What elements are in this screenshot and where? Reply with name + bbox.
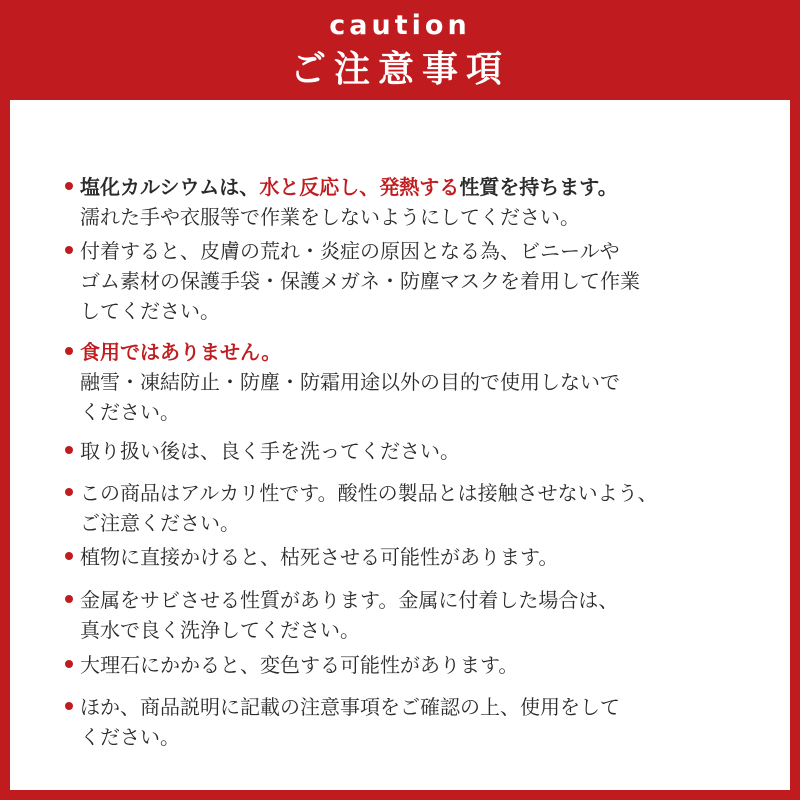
item-9-line-1: ほか、商品説明に記載の注意事項をご確認の上、使用をして (80, 695, 620, 719)
item-1-line-1 (80, 172, 760, 202)
caution-header (0, 0, 800, 100)
header-title: ご注意事項 (289, 49, 510, 90)
bullet-dot-icon (65, 182, 73, 190)
caution-item-4 (80, 436, 760, 466)
caution-item-2 (80, 236, 760, 326)
item-5-line-1: この商品はアルカリ性です。酸性の製品とは接触させないよう、 (80, 481, 658, 505)
caution-item-6 (80, 542, 760, 572)
item-2-line-1: 付着すると、皮膚の荒れ・炎症の原因となる為、ビニールや (80, 239, 620, 263)
bullet-dot-icon (65, 660, 73, 668)
bullet-dot-icon (65, 702, 73, 710)
bullet-dot-icon (65, 595, 73, 603)
caution-list (10, 100, 790, 790)
bullet-dot-icon (65, 488, 73, 496)
item-1-text-d: 性質を持ちます。 (459, 175, 618, 199)
caution-item-3 (80, 337, 760, 427)
item-2-line-2: ゴム素材の保護手袋・保護メガネ・防塵マスクを着用して作業 (80, 269, 640, 293)
item-7-line-1: 金属をサビさせる性質があります。金属に付着した場合は、 (80, 588, 619, 612)
item-4-line-1: 取り扱い後は、良く手を洗ってください。 (80, 439, 460, 463)
caution-item-1 (80, 172, 760, 232)
item-9-line-2: ください。 (80, 725, 180, 749)
item-1-text-a: 塩化カルシウムは、 (80, 175, 260, 199)
bullet-dot-icon (65, 246, 73, 254)
caution-item-9 (80, 692, 760, 752)
bullet-dot-icon (65, 347, 73, 355)
item-6-line-1: 植物に直接かけると、枯死させる可能性があります。 (80, 545, 559, 569)
caution-item-8 (80, 650, 760, 680)
item-1-highlight-water: 水と反応し、 (259, 175, 380, 199)
item-3-line-3: ください。 (80, 400, 180, 424)
item-8-line-1: 大理石にかかると、変色する可能性があります。 (80, 653, 519, 677)
item-5-line-2: ご注意ください。 (80, 511, 240, 535)
caution-item-5 (80, 478, 760, 538)
header-subtitle: caution (329, 10, 471, 41)
bullet-dot-icon (65, 552, 73, 560)
item-2-line-3: してください。 (80, 299, 220, 323)
item-7-line-2: 真水で良く洗浄してください。 (80, 618, 360, 642)
item-3-line-2: 融雪・凍結防止・防塵・防霜用途以外の目的で使用しないで (80, 370, 620, 394)
item-1-highlight-heat: 発熱する (379, 175, 460, 199)
caution-item-7 (80, 585, 760, 645)
caution-panel (10, 100, 790, 790)
bullet-dot-icon (65, 446, 73, 454)
item-3-line-1: 食用ではありません。 (80, 340, 282, 364)
item-1-line-2: 濡れた手や衣服等で作業をしないようにしてください。 (80, 205, 580, 229)
